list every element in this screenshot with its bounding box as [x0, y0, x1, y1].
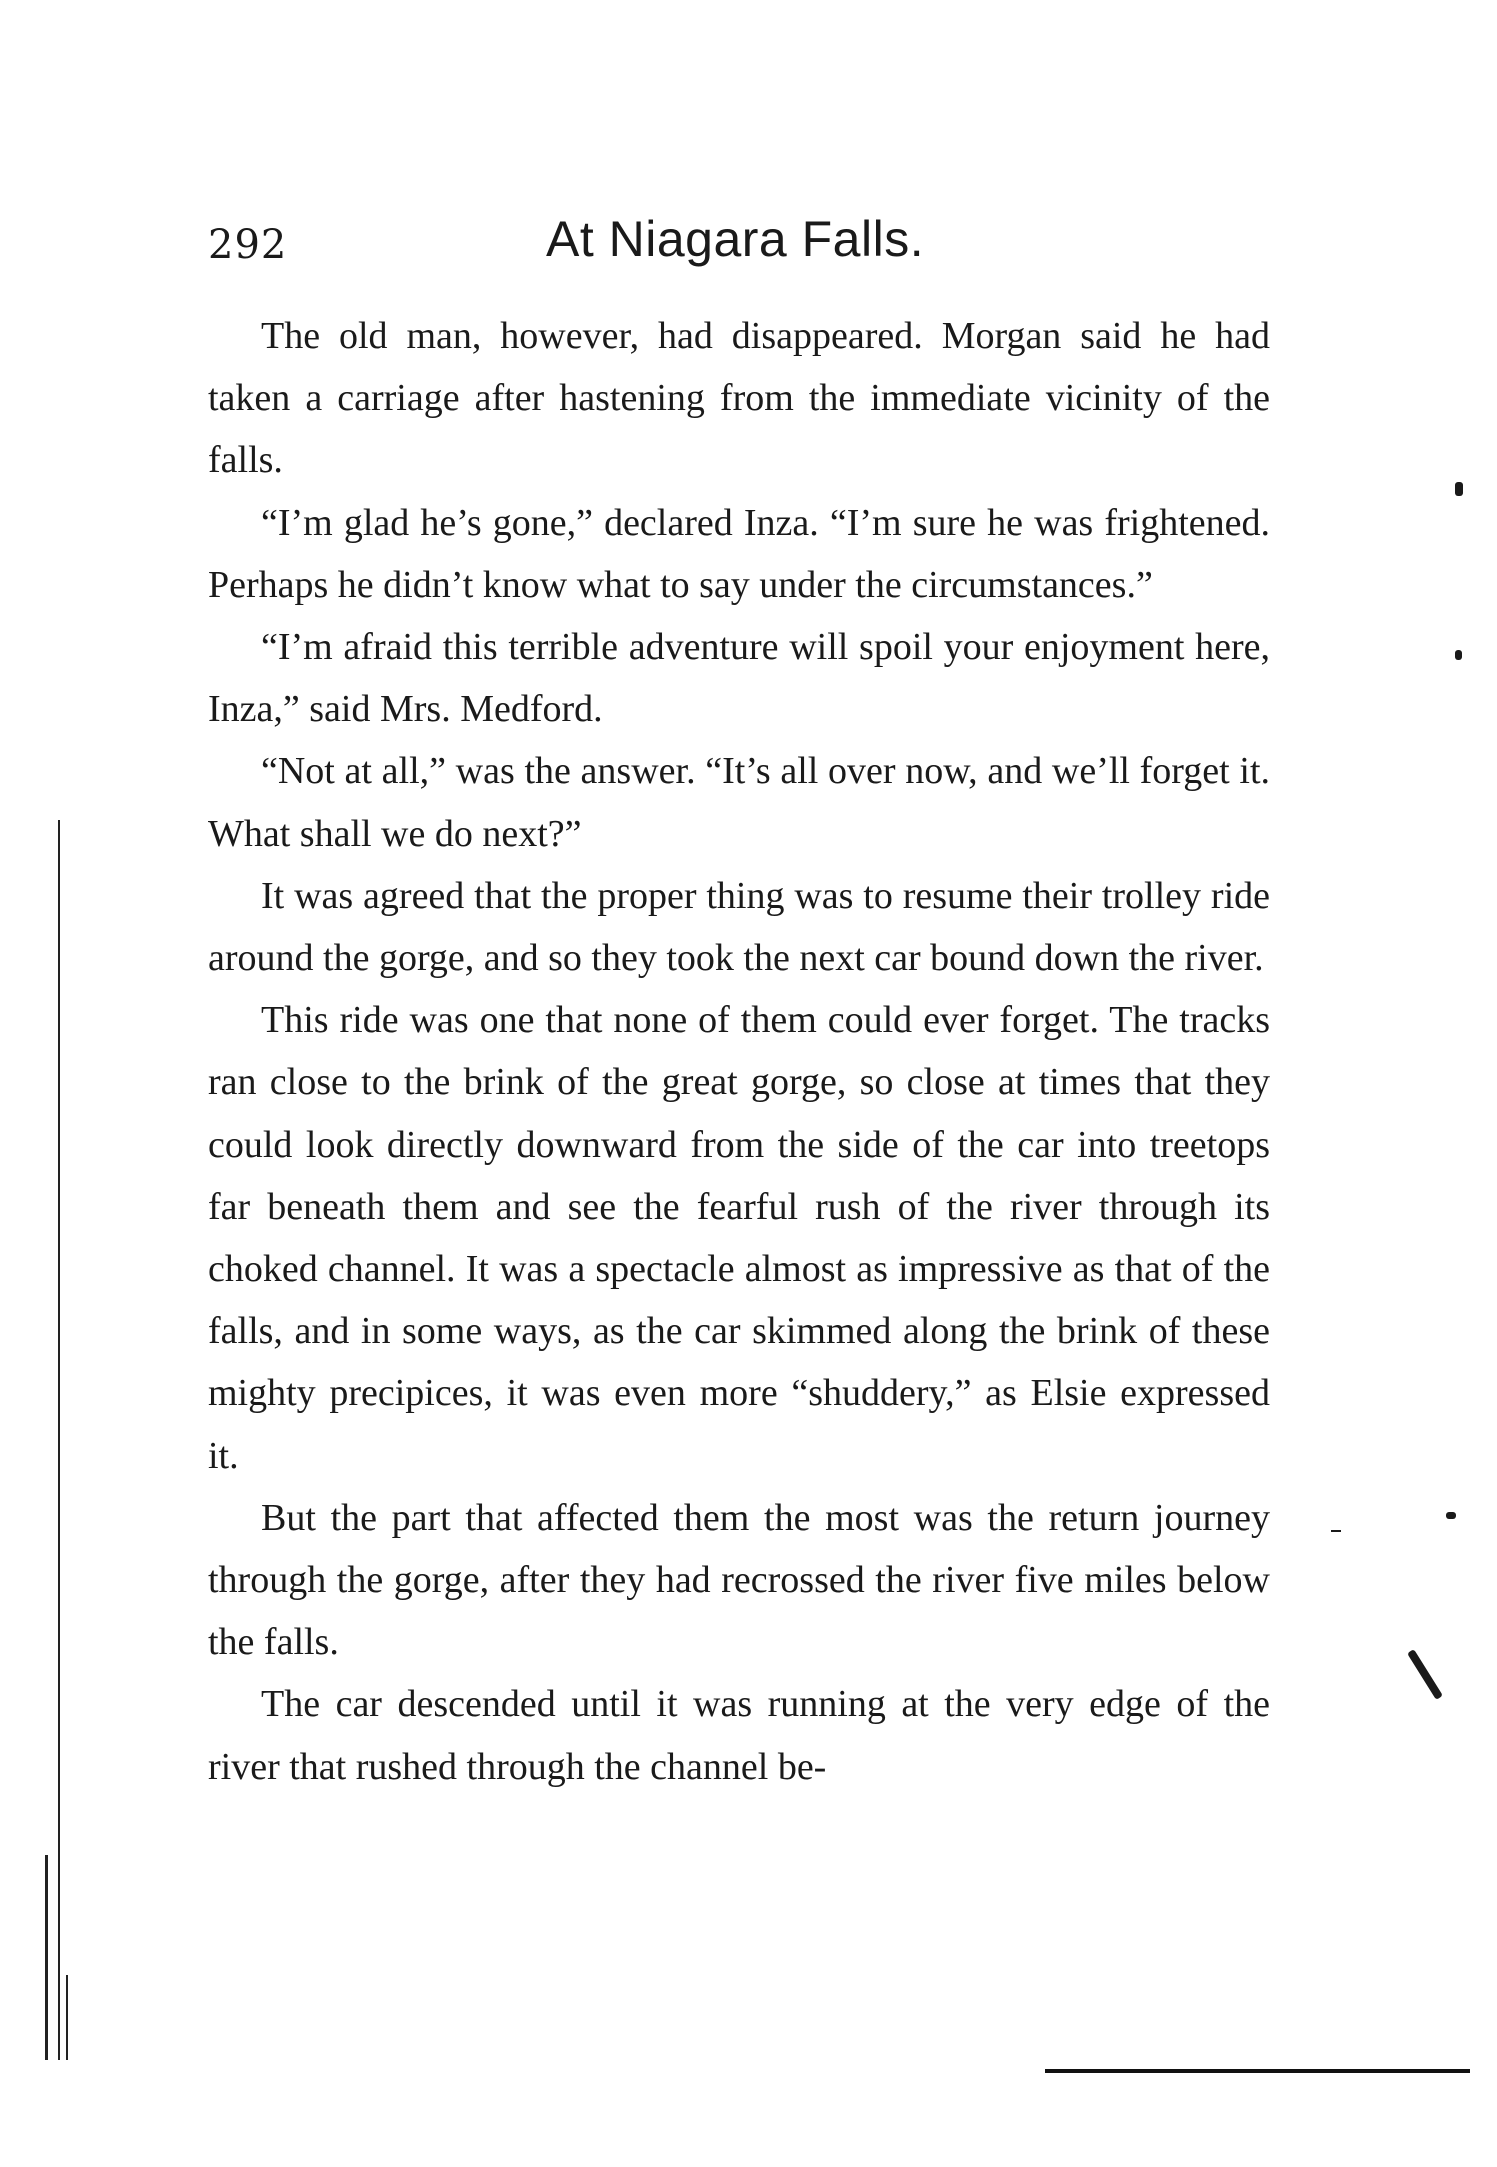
- scan-speck: [1407, 1649, 1443, 1700]
- page-number: 292: [208, 222, 288, 268]
- gutter-line: [66, 1975, 68, 2060]
- bottom-rule: [1045, 2069, 1470, 2073]
- scan-speck: [1446, 1512, 1456, 1519]
- paragraph: “I’m glad he’s gone,” declared Inza. “I’m sure he was frightened. Perhaps he didn’t know what to say under the circumstances.”: [208, 501, 1270, 606]
- scan-speck: [1331, 1530, 1341, 1532]
- paragraph: This ride was one that none of them could ever forget. The tracks ran close to the brink of the great gorge, so close at times that they could look directly downward from the side of the car into treetops far beneath them and see the fearful rush of the river through its choked channel. It was a spectacle almost as impressive as that of the falls, and in some ways, as the car skimmed along the brink of these mighty precipices, it was even more “shuddery,” as Elsie expressed it.: [208, 999, 1270, 1477]
- paragraph: It was agreed that the proper thing was to resume their trolley ride around the gorge, and so they took the next car bound down the river.: [208, 874, 1270, 980]
- paragraph: “Not at all,” was the answer. “It’s all over now, and we’ll forget it. What shall we do next?”: [208, 750, 1270, 855]
- paragraph: The car descended until it was running at the very edge of the river that rushed through the channel be-: [208, 1683, 1270, 1788]
- paragraph: But the part that affected them the most was the return journey through the gorge, after they had recrossed the river five miles below the falls.: [208, 1496, 1270, 1664]
- paragraph: “I’m afraid this terrible adventure will spoil your enjoyment here, Inza,” said Mrs. Medford.: [208, 626, 1270, 731]
- scan-speck: [1455, 650, 1462, 660]
- scan-speck: [1455, 482, 1463, 496]
- body-text: [208, 305, 1270, 1798]
- gutter-line: [58, 820, 60, 2060]
- gutter-line: [45, 1855, 48, 2060]
- running-title: At Niagara Falls.: [546, 211, 925, 267]
- page-header: [208, 210, 1268, 280]
- paragraph: The old man, however, had disappeared. Morgan said he had taken a carriage after hastening from the immediate vicinity of the falls.: [208, 315, 1270, 482]
